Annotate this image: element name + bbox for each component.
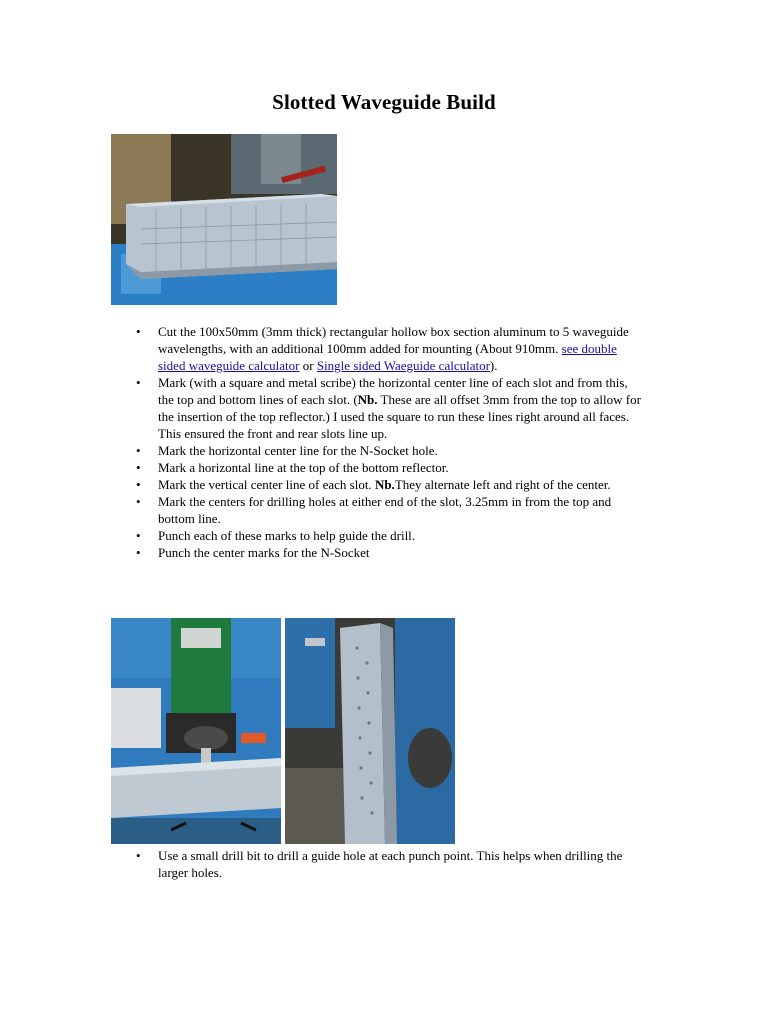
list-item: • Punch the center marks for the N-Socket: [136, 544, 646, 561]
list-item: • Cut the 100x50mm (3mm thick) rectangular hollow box section aluminum to 5 waveguide wavelengths, with an additional 100mm added for mounting (About 910mm. see double sided waveguide calculator or Single sided Waeguide calculator).: [136, 323, 646, 374]
list-item: • Mark the vertical center line of each slot. Nb.They alternate left and right of the center.: [136, 476, 646, 493]
list-item: • Mark the horizontal center line for the N-Socket hole.: [136, 442, 646, 459]
list-item: • Punch each of these marks to help guide the drill.: [136, 527, 646, 544]
list-item: • Mark the centers for drilling holes at either end of the slot, 3.25mm in from the top and bottom line.: [136, 493, 646, 527]
note-label: Nb.: [374, 477, 395, 492]
list-item: • Use a small drill bit to drill a guide hole at each punch point. This helps when drilling the larger holes.: [136, 847, 646, 881]
photo-drill-press: [111, 618, 281, 844]
photo-drilled-waveguide: [285, 618, 455, 844]
note-label: Nb.: [357, 392, 378, 407]
steps-list-1: [136, 323, 646, 561]
double-sided-calculator-link[interactable]: see double sided waveguide calculator: [158, 341, 617, 373]
single-sided-calculator-link[interactable]: Single sided Waeguide calculator: [316, 358, 490, 373]
photo-waveguide-on-bench: [111, 134, 337, 305]
page-title: Slotted Waveguide Build: [272, 90, 496, 114]
steps-list-2: [136, 847, 646, 881]
list-item: • Mark a horizontal line at the top of the bottom reflector.: [136, 459, 646, 476]
list-item: • Mark (with a square and metal scribe) the horizontal center line of each slot and from this, the top and bottom lines of each slot. (Nb. These are all offset 3mm from the top to allow for the insertion of the top reflector.) I used the square to run these lines right around all faces. This ensured the front and rear slots line up.: [136, 374, 646, 442]
